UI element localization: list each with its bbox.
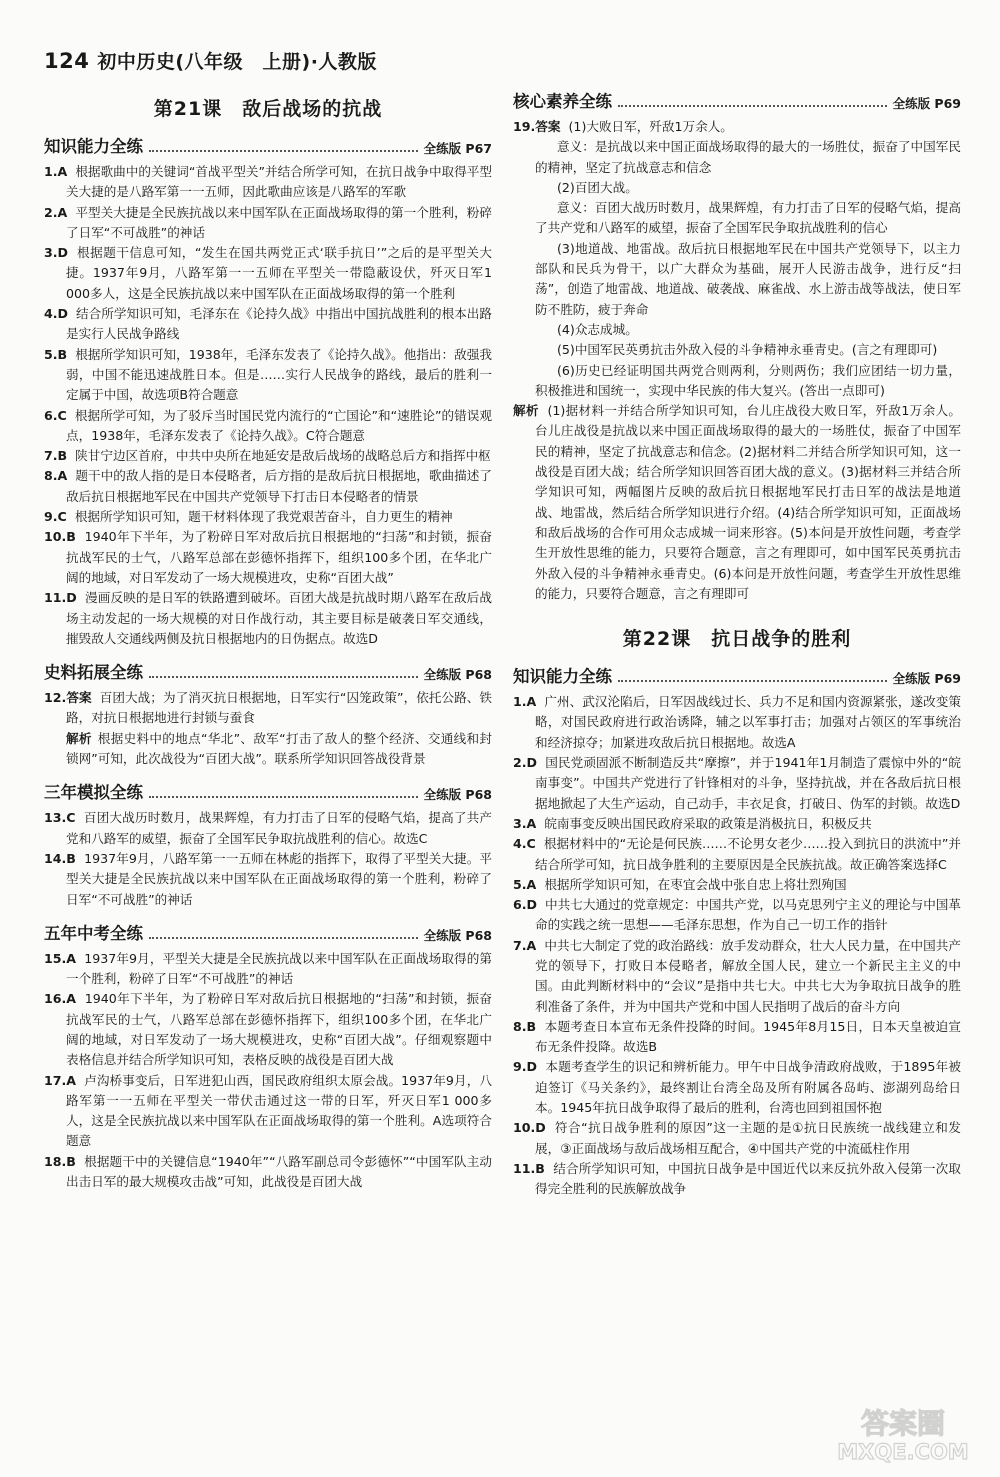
page-number: 124 (44, 49, 90, 73)
section-heading (44, 131, 492, 157)
explain-label: 解析 (513, 403, 539, 419)
answer-19 (513, 117, 961, 137)
item-number: 10.D (513, 1120, 546, 1136)
answer-item (44, 243, 492, 304)
item-text: 陕甘宁边区首府，中共中央所在地延安是敌后战场的战略总后方和指挥中枢 (75, 448, 491, 464)
explanation (44, 729, 492, 770)
item-number: 15.A (44, 950, 77, 966)
dotted-leader (149, 937, 418, 939)
item-number: 9.D (513, 1059, 538, 1075)
item-text: 国民党顽固派不断制造反共“摩擦”，并于1941年1月制造了震惊中外的“皖南事变”。中国共产党进行了针锋相对的斗争，坚持抗战，并在各敌后抗日根据地掀起了大生产运动，自己动手，丰衣足食，打破日、伪军的封锁。故选D (535, 755, 961, 811)
answer-item (513, 753, 961, 814)
page-header (44, 47, 377, 74)
section-ref: 全练版 P69 (892, 96, 961, 111)
item-number: 1.A (513, 694, 537, 710)
item-number: 8.B (513, 1018, 537, 1034)
answer-item (44, 507, 492, 527)
answer-line: (5)中国军民英勇抗击外敌入侵的斗争精神永垂青史。(言之有理即可) (557, 342, 938, 358)
dotted-leader (618, 105, 887, 107)
section-heading (44, 918, 492, 944)
right-column (513, 84, 961, 1200)
item-text: 1940年下半年，为了粉碎日军对敌后抗日根据地的“扫荡”和封锁，振奋抗战军民的士气，八路军总部在彭德怀指挥下，组织100多个团，在华北广阔的地域，对日军发动了一场大规模进攻，史称“百团大战”。仔细观察题中表格信息并结合所学知识可知，表格反映的战役是百团大战 (66, 991, 492, 1068)
item-text: 1937年9月，八路军第一一五师在林彪的指挥下，取得了平型关大捷。平型关大捷是全民族抗战以来中国军队在正面战场取得的第一个胜利，粉碎了日军“不可战胜”的神话 (66, 850, 492, 907)
watermark-text: 答案圈 (860, 1407, 946, 1440)
explain-text: (1)据材料一并结合所学知识可知，台儿庄战役大败日军，歼敌1万余人。台儿庄战役是抗战以来中国正面战场取得的最大的一场胜仗，振奋了中国军民的精神，坚定了抗战意志和信念。(2)据材料二并结合所学知识可知，这一战役是百团大战；结合所学知识回答百团大战的意义。(3)据材料三并结合所学知识可知，两幅图片反映的敌后抗日根据地军民打击日军的战法是地道战、地雷战，然后结合所学知识进行介绍。(4)结合所学知识可知，正面战场和敌后战场的合作可用众志成城一词来形容。(5)本问是开放性问题，考查学生开放性思维的能力，只要符合题意，言之有理即可，如中国军民英勇抗击外敌入侵的斗争精神永垂青史。(6)本问是开放性问题，考查学生开放性思维的能力，只要符合题意，言之有理即可 (535, 403, 962, 601)
item-text: 卢沟桥事变后，日军进犯山西，国民政府组织太原会战。1937年9月，八路军第一一五师在平型关一带伏击通过这一带的日军，歼灭日军1 000多人，这是全民族抗战以来中国军队在正面战场取得的第一个胜利。A选项符合题意 (66, 1072, 492, 1149)
item-number: 16.A (44, 991, 77, 1007)
left-column (44, 84, 492, 1192)
answer-item (513, 834, 961, 875)
dotted-leader (149, 676, 418, 678)
item-text: 结合所学知识可知，中国抗日战争是中国近代以来反抗外敌入侵第一次取得完全胜利的民族解放战争 (535, 1160, 962, 1197)
answer-item (44, 808, 492, 849)
watermark-logo (818, 1403, 988, 1465)
item-number: 1.A (44, 164, 68, 179)
item-text: 本题考查日本宣布无条件投降的时间。1945年8月15日，日本天皇被迫宣布无条件投降。故选B (535, 1018, 961, 1055)
section-name: 三年模拟全练 (44, 783, 143, 803)
item-text: 中共七大通过的党章规定：中国共产党，以马克思列宁主义的理论与中国革命的实践之统一思想——毛泽东思想，作为自己一切工作的指针 (535, 897, 961, 933)
item-number: 4.C (513, 836, 536, 852)
item-number: 4.D (44, 306, 69, 322)
item-number: 7.A (513, 937, 537, 953)
answer-item (44, 466, 492, 507)
item-number: 3.D (44, 245, 69, 261)
item-number: 17.A (44, 1072, 77, 1088)
section-name: 知识能力全练 (513, 667, 612, 687)
item-number: 3.A (513, 815, 537, 831)
dotted-leader (149, 796, 418, 798)
answer-item (44, 162, 492, 203)
item-number: 11.D (44, 590, 77, 606)
item-text: 题干中的敌人指的是日本侵略者，后方指的是敌后抗日根据地，歌曲描述了敌后抗日根据地军民在中国共产党领导下打击日本侵略者的情景 (66, 468, 492, 504)
item-text: 根据歌曲中的关键词“首战平型关”并结合所学可知，在抗日战争中取得平型关大捷的是八路军第一一五师，因此歌曲应该是八路军的军歌 (66, 164, 492, 200)
item-text: 百团大战；为了消灭抗日根据地，日军实行“囚笼政策”，依托公路、铁路，对抗日根据地进行封锁与蚕食 (66, 690, 492, 726)
item-number: 9.C (44, 509, 67, 525)
answer-item (44, 304, 492, 345)
answer-line: (1)大败日军，歼敌1万余人。 (568, 119, 733, 134)
item-text: 符合“抗日战争胜利的原因”这一主题的是①抗日民族统一战线建立和发展，③正面战场与敌后战场相互配合，④中国共产党的中流砥柱作用 (535, 1120, 961, 1156)
answer-item (44, 849, 492, 910)
item-number: 6.D (513, 897, 538, 913)
section-heading (44, 777, 492, 803)
item-number: 19.答案 (513, 119, 561, 134)
item-text: 漫画反映的是日军的铁路遭到破坏。百团大战是抗战时期八路军在敌后战场主动发起的一场大规模的对日作战行动，其主要目标是破袭日军交通线，摧毁敌人交通线两侧及抗日根据地内的日伪据点。故选D (66, 590, 492, 646)
item-text: 1937年9月，平型关大捷是全民族抗战以来中国军队在正面战场取得的第一个胜利，粉碎了日军“不可战胜”的神话 (66, 950, 492, 987)
item-text: 根据所学知识可知，在枣宜会战中张自忠上将壮烈殉国 (544, 876, 847, 892)
item-text: 根据所学可知，为了驳斥当时国民党内流行的“亡国论”和“速胜论”的错误观点，1938年，毛泽东发表了《论持久战》。C符合题意 (66, 407, 492, 443)
item-number: 2.D (513, 755, 538, 771)
lesson-22-title: 第22课 抗日战争的胜利 (622, 628, 852, 651)
section-heading (513, 661, 961, 687)
explain-label: 解析 (66, 730, 92, 746)
section-name: 知识能力全练 (44, 137, 143, 156)
item-text: 皖南事变反映出国民政府采取的政策是消极抗日，积极反共 (544, 815, 872, 831)
item-number: 11.B (513, 1160, 545, 1176)
item-number: 5.A (513, 876, 537, 892)
answer-item (513, 936, 961, 1017)
item-text: 根据所学知识可知，题干材料体现了我党艰苦奋斗，自力更生的精神 (74, 509, 453, 525)
section-ref: 全练版 P68 (423, 667, 492, 683)
answer-item (513, 814, 961, 834)
explanation-19 (513, 401, 961, 604)
answer-item (513, 875, 961, 895)
dotted-leader (618, 680, 887, 682)
answer-line: 意义：百团大战历时数月，战果辉煌，有力打击了日军的侵略气焰，提高了共产党和八路军的威望，振奋了全国军民争取抗战胜利的信心 (535, 200, 961, 236)
item-text: 根据题干信息可知，“发生在国共两党正式‘联手抗日’”之后的是平型关大捷。1937年9月，八路军第一一五师在平型关一带隐蔽设伏，歼灭日军1 000多人，这是全民族抗战以来中国军队在正面战场取得的第一个胜利 (66, 245, 492, 301)
answer-item (44, 1152, 492, 1193)
item-text: 百团大战历时数月，战果辉煌，有力打击了日军的侵略气焰，提高了共产党和八路军的威望，振奋了全国军民争取抗战胜利的信心。故选C (66, 810, 492, 846)
item-text: 广州、武汉沦陷后，日军因战线过长、兵力不足和国内资源紧张，遂改变策略，对国民政府进行政治诱降，辅之以军事打击；加强对占领区的军事统治和经济掠夺；加紧进攻敌后抗日根据地。故选A (535, 694, 961, 750)
item-number: 2.A (44, 204, 68, 220)
item-text: 结合所学知识可知，毛泽东在《论持久战》中指出中国抗战胜利的根本出路是实行人民战争路线 (66, 306, 492, 342)
answer-item (44, 949, 492, 990)
item-number: 7.B (44, 448, 68, 464)
section-ref: 全练版 P68 (423, 787, 492, 803)
item-text: 1940年下半年，为了粉碎日军对敌后抗日根据地的“扫荡”和封锁，振奋抗战军民的士气，八路军总部在彭德怀指挥下，组织100多个团，在华北广阔的地域，对日军发动了一场大规模进攻，史称“百团大战” (66, 529, 492, 585)
dotted-leader (149, 150, 418, 152)
answer-item (513, 1159, 961, 1200)
answer-line: (6)历史已经证明国共两党合则两利，分则两伤；我们应团结一切力量，积极推进和国统一，实现中华民族的伟大复兴。(答出一点即可) (535, 362, 961, 398)
section-name: 史料拓展全练 (44, 663, 143, 683)
answer-item (44, 688, 492, 729)
lesson-21-title: 第21课 敌后战场的抗战 (153, 98, 383, 120)
answer-item (44, 406, 492, 447)
item-number: 8.A (44, 468, 68, 484)
section-name: 五年中考全练 (44, 923, 143, 943)
answer-item (44, 446, 492, 466)
book-title: 初中历史(八年级 上册)·人教版 (97, 51, 377, 73)
item-text: 根据题干中的关键信息“1940年”“八路军副总司令彭德怀”“中国军队主动出击日军的最大规模攻击战”可知，此战役是百团大战 (66, 1153, 492, 1190)
section-heading (44, 657, 492, 683)
answer-line: (4)众志成城。 (557, 321, 638, 337)
item-number: 6.C (44, 407, 67, 423)
explain-text: 根据史料中的地点“华北”、敌军“打击了敌人的整个经济、交通线和封锁网”可知，此次战役为“百团大战”。联系所学知识回答战役背景 (66, 730, 492, 767)
item-number: 5.B (44, 346, 68, 362)
watermark-url: MXQE.COM (837, 1440, 969, 1464)
answer-item (44, 527, 492, 588)
answer-item (44, 989, 492, 1070)
section-ref: 全练版 P69 (892, 671, 961, 687)
item-number: 10.B (44, 529, 76, 545)
item-number: 13.C (44, 810, 76, 826)
item-number: 14.B (44, 850, 76, 866)
item-text: 根据所学知识可知，1938年，毛泽东发表了《论持久战》。他指出：敌强我弱，中国不能迅速战胜日本。但是……实行人民战争的路线，最后的胜利一定属于中国，故选项B符合题意 (66, 346, 492, 403)
answer-item (513, 692, 961, 753)
section-name: 核心素养全练 (513, 92, 612, 111)
answer-item (44, 1071, 492, 1152)
answer-line: (2)百团大战。 (557, 179, 638, 195)
answer-item (513, 1057, 961, 1118)
section-ref: 全练版 P67 (423, 141, 492, 156)
item-number: 12.答案 (44, 690, 92, 706)
item-text: 本题考查学生的识记和辨析能力。甲午中日战争清政府战败，于1895年被迫签订《马关条约》，最终割让台湾全岛及所有附属各岛屿、澎湖列岛给日本。1945年抗日战争取得了最后的胜利，台湾也回到祖国怀抱 (535, 1059, 961, 1116)
answer-item (44, 345, 492, 406)
item-text: 平型关大捷是全民族抗战以来中国军队在正面战场取得的第一个胜利，粉碎了日军“不可战胜”的神话 (66, 204, 492, 240)
answer-item (513, 1017, 961, 1058)
section-ref: 全练版 P68 (423, 927, 492, 943)
answer-item (513, 895, 961, 936)
section-heading (513, 86, 961, 112)
answer-line: (3)地道战、地雷战。敌后抗日根据地军民在中国共产党领导下，以主力部队和民兵为骨干，以广大群众为基础，展开人民游击战争，进行反“扫荡”，创造了地雷战、地道战、破袭战、麻雀战、水上游击战等战法，使日军防不胜防，疲于奔命 (535, 240, 961, 317)
answer-item (44, 588, 492, 649)
item-number: 18.B (44, 1153, 76, 1169)
answer-item (513, 1118, 961, 1159)
answer-line: 意义：是抗战以来中国正面战场取得的最大的一场胜仗，振奋了中国军民的精神，坚定了抗战意志和信念 (535, 139, 961, 175)
answer-item (44, 203, 492, 244)
item-text: 中共七大制定了党的政治路线：放手发动群众，壮大人民力量，在中国共产党的领导下，打败日本侵略者，解放全国人民，建立一个新民主主义的中国。由此判断材料中的“会议”是指中共七大。中共七大为争取抗日战争的胜利准备了条件，并为中国共产党和中国人民指明了战后的奋斗方向 (535, 937, 961, 1014)
item-text: 根据材料中的“无论是何民族……不论男女老少……投入到抗日的洪流中”并结合所学可知，抗日战争胜利的主要原因是全民族抗战。故正确答案选择C (535, 836, 961, 872)
